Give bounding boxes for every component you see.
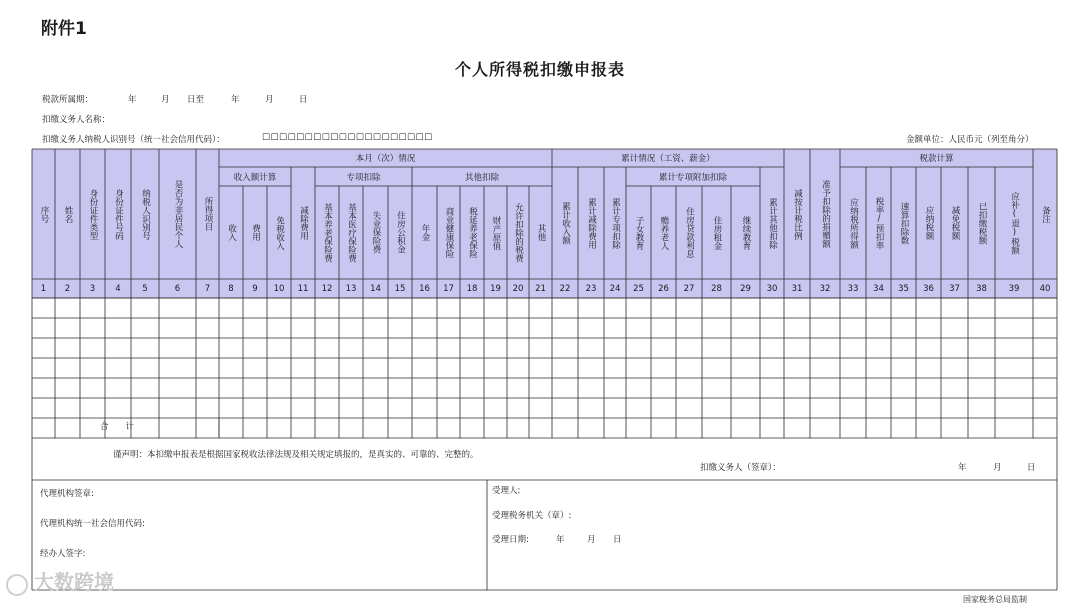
- sign-month: 月: [993, 463, 1002, 473]
- column-header: 减除费用: [298, 206, 309, 240]
- column-number: 8: [228, 283, 234, 294]
- declaration-text: 谨声明：本扣缴申报表是根据国家税收法律法规及相关规定填报的，是真实的、可靠的、完整的。: [113, 450, 479, 460]
- period-year-1: 年: [128, 95, 137, 105]
- column-header: 费用: [250, 224, 261, 241]
- column-number: 40: [1039, 283, 1051, 294]
- column-number: 36: [923, 283, 934, 294]
- column-header: 减按计税比例: [792, 188, 803, 240]
- agent-credit-code-label: 代理机构统一社会信用代码:: [40, 519, 145, 529]
- column-number: 20: [512, 283, 524, 294]
- column-header: 收入: [226, 224, 237, 241]
- taxpayer-id-boxes: □□□□□□□□□□□□□□□□□□□□: [262, 132, 433, 142]
- column-number: 22: [559, 283, 571, 294]
- column-number: 14: [370, 283, 381, 294]
- column-number: 39: [1008, 283, 1020, 294]
- watermark-logo-icon: [6, 574, 28, 596]
- column-number: 29: [740, 283, 751, 294]
- column-number: 24: [609, 283, 621, 294]
- column-header: 住房公积金: [395, 211, 406, 254]
- column-header: 累计其他扣除: [767, 197, 778, 249]
- column-number: 34: [873, 283, 884, 294]
- column-number: 5: [142, 283, 148, 294]
- column-number: 28: [711, 283, 722, 294]
- column-header: 赡养老人: [658, 215, 669, 250]
- column-header: 允许扣除的税费: [513, 202, 524, 263]
- period-day-to: 日至: [187, 95, 205, 105]
- column-number: 27: [683, 283, 695, 294]
- column-header: 纳税人识别号: [140, 188, 151, 240]
- period-day-2: 日: [299, 95, 308, 105]
- column-header: 住房贷款利息: [684, 207, 695, 258]
- column-header: 身份证件类型: [87, 188, 98, 240]
- group-cumulative-special-additional: 累计专项附加扣除: [658, 172, 727, 183]
- group-income-calc: 收入额计算: [233, 172, 277, 183]
- column-header: 是否为非居民个人: [172, 180, 183, 248]
- sign-year: 年: [958, 463, 967, 473]
- column-number: 30: [766, 283, 778, 294]
- column-number: 12: [321, 283, 333, 294]
- column-number: 13: [345, 283, 357, 294]
- unit-label: 金额单位：人民币元（列至角分）: [906, 135, 1034, 145]
- column-number: 33: [847, 283, 859, 294]
- column-number: 17: [443, 283, 454, 294]
- period-label: 税款所属期：: [42, 95, 94, 105]
- column-number: 23: [585, 283, 597, 294]
- column-header: 身份证件号码: [113, 188, 124, 240]
- column-header: 商业健康保险: [443, 207, 454, 258]
- column-number: 31: [791, 283, 803, 294]
- withholder-sign-label: 扣缴义务人（签章）：: [700, 463, 781, 473]
- column-header: 累计减除费用: [586, 197, 597, 249]
- column-number: 1: [40, 283, 47, 294]
- column-header: 速算扣除数: [898, 201, 909, 245]
- column-header: 住房租金: [711, 215, 722, 250]
- column-number: 32: [819, 283, 831, 294]
- footer-supervisor: 国家税务总局监制: [963, 595, 1027, 604]
- column-header: 子女教育: [633, 215, 644, 250]
- attachment-label: 附件1: [41, 19, 87, 39]
- column-number: 21: [535, 283, 546, 294]
- column-header: 应纳税额: [923, 206, 934, 240]
- column-number: 38: [976, 283, 987, 294]
- column-header: 备注: [1040, 205, 1051, 223]
- column-number: 37: [949, 283, 960, 294]
- column-number: 4: [115, 283, 121, 294]
- group-special-deduction: 专项扣除: [346, 172, 381, 183]
- column-header: 基本医疗保险费: [346, 202, 357, 263]
- column-number: 10: [273, 283, 285, 294]
- group-cumulative: 累计情况（工资、薪金）: [621, 154, 715, 164]
- receive-month: 月: [587, 535, 596, 545]
- column-header: 财产原值: [490, 215, 501, 250]
- column-number: 6: [174, 283, 181, 294]
- column-number: 15: [394, 283, 406, 294]
- column-number: 35: [898, 283, 909, 294]
- column-number: 7: [204, 283, 211, 294]
- column-number: 26: [658, 283, 669, 294]
- group-other-deduction: 其他扣除: [464, 172, 499, 183]
- withholder-name-label: 扣缴义务人名称：: [42, 115, 111, 125]
- column-header: 其他: [535, 224, 546, 241]
- sign-day: 日: [1027, 463, 1036, 473]
- column-header: 应纳税所得额: [848, 197, 859, 249]
- watermark-text: 大数跨境: [34, 570, 114, 594]
- column-number: 25: [633, 283, 644, 294]
- column-header: 准予扣除的捐赠额: [820, 180, 831, 248]
- column-number: 11: [297, 283, 309, 294]
- column-header: 序号: [38, 205, 49, 223]
- receive-year: 年: [556, 535, 565, 545]
- column-header: 基本养老保险费: [322, 202, 333, 263]
- column-header: 年金: [419, 224, 430, 241]
- total-label: 合 计: [100, 422, 135, 432]
- column-number: 16: [419, 283, 430, 294]
- period-month-1: 月: [161, 95, 170, 105]
- column-header: 已扣缴税额: [976, 201, 987, 245]
- form-title: 个人所得税扣缴申报表: [454, 60, 625, 79]
- column-number: 2: [64, 283, 71, 294]
- column-number: 19: [490, 283, 501, 294]
- receive-date-label: 受理日期:: [492, 535, 529, 545]
- column-header: 失业保险费: [370, 211, 381, 254]
- column-number: 18: [466, 283, 478, 294]
- group-this-month: 本月（次）情况: [355, 154, 416, 164]
- group-tax-calc: 税款计算: [919, 154, 954, 164]
- agent-stamp-label: 代理机构签章:: [40, 489, 94, 499]
- column-header: 减免税额: [949, 206, 960, 240]
- column-number: 9: [252, 283, 258, 294]
- column-header: 应补(退)税额: [1009, 191, 1020, 255]
- receiver-label: 受理人:: [492, 486, 521, 496]
- taxpayer-id-label: 扣缴义务人纳税人识别号（统一社会信用代码）：: [42, 135, 225, 145]
- period-year-2: 年: [231, 95, 240, 105]
- receive-day: 日: [613, 535, 622, 545]
- column-header: 免税收入: [274, 215, 285, 250]
- column-header: 税延养老保险: [467, 207, 478, 258]
- period-month-2: 月: [265, 95, 274, 105]
- column-header: 继续教育: [740, 215, 751, 250]
- handler-sign-label: 经办人签字:: [40, 549, 86, 559]
- column-header: 累计专项扣除: [610, 197, 621, 249]
- column-header: 所得项目: [202, 197, 213, 231]
- receiving-office-label: 受理税务机关（章）:: [492, 511, 572, 521]
- column-header: 累计收入额: [560, 201, 571, 245]
- column-header: 税率/预扣率: [873, 196, 884, 250]
- column-number: 3: [89, 283, 96, 294]
- column-header: 姓名: [62, 205, 73, 223]
